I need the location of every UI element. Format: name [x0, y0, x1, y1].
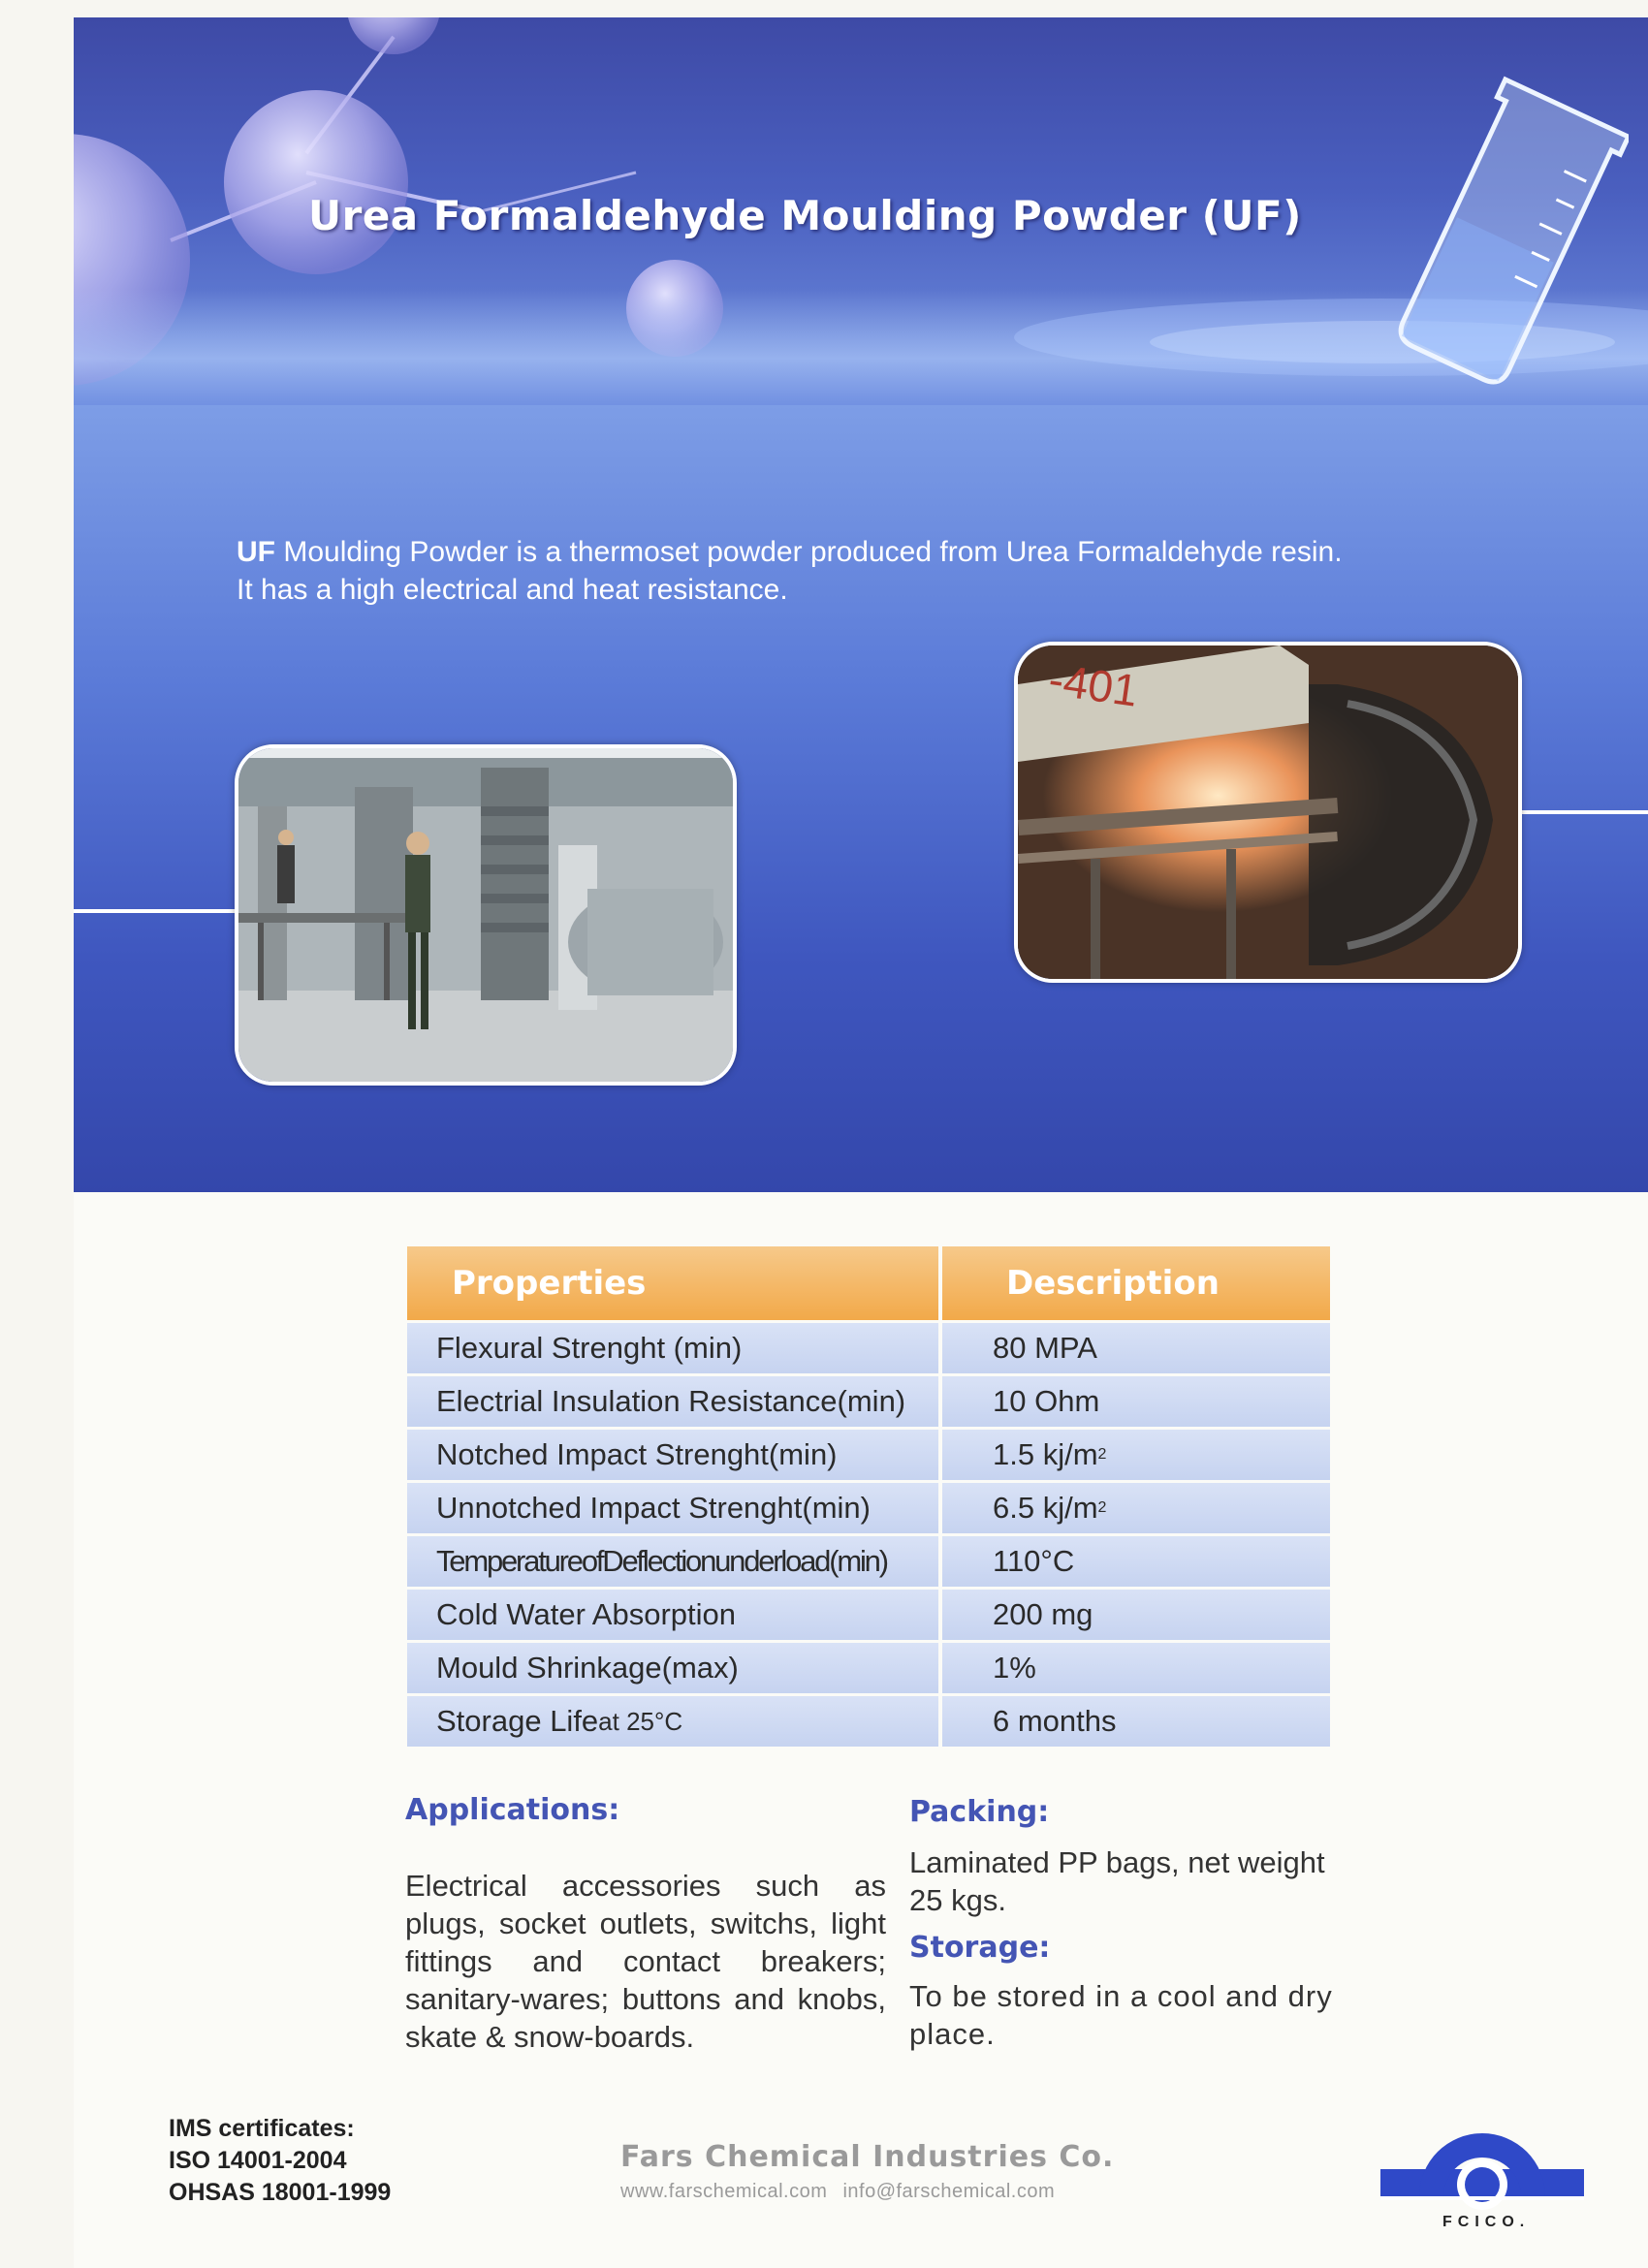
- unit-superscript: 2: [1097, 1446, 1107, 1463]
- fcico-logo-icon: [1380, 2119, 1584, 2225]
- email-link[interactable]: info@farschemical.com: [842, 2181, 1056, 2202]
- description-cell: 10 Ohm: [942, 1376, 1330, 1427]
- table-row: [407, 1590, 1330, 1640]
- company-name: Fars Chemical Industries Co.: [620, 2140, 1115, 2174]
- ims-iso: ISO 14001-2004: [169, 2147, 347, 2174]
- furnace-label: -401: [1045, 653, 1142, 716]
- table-row: [407, 1376, 1330, 1427]
- table-row: [407, 1430, 1330, 1480]
- property-cell: Electrial Insulation Resistance(min): [407, 1376, 938, 1427]
- page-title: Urea Formaldehyde Moulding Powder (UF): [308, 192, 1302, 239]
- applications-heading: Applications:: [405, 1793, 620, 1827]
- furnace-photo: [1014, 642, 1522, 983]
- header-banner: [74, 17, 1648, 405]
- applications-text: Electrical accessories such as plugs, socket outlets, switchs, light fittings and contact breakers; sanitary-wares; buttons and knobs, skate & snow-boards.: [405, 1869, 886, 2054]
- table-row: [407, 1323, 1330, 1373]
- intro-line2: It has a high electrical and heat resistance.: [237, 574, 788, 606]
- property-cell: Mould Shrinkage(max): [407, 1643, 938, 1693]
- header-properties: Properties: [407, 1246, 938, 1320]
- contact-line: [620, 2181, 1055, 2203]
- description-cell: 200 mg: [942, 1590, 1330, 1640]
- table-row: [407, 1536, 1330, 1587]
- table-header: [407, 1246, 1330, 1320]
- properties-table: [407, 1246, 1330, 1747]
- property-cell: Unnotched Impact Strenght(min): [407, 1483, 938, 1533]
- unit-superscript: 2: [1097, 1499, 1107, 1516]
- beaker-icon: [1386, 76, 1629, 395]
- description-cell: [942, 1483, 1330, 1533]
- packing-text: Laminated PP bags, net weight 25 kgs.: [909, 1845, 1325, 1917]
- ims-ohsas: OHSAS 18001-1999: [169, 2179, 392, 2206]
- intro-line1: Moulding Powder is a thermoset powder produced from Urea Formaldehyde resin.: [275, 536, 1343, 568]
- description-value: 1.5 kj/m: [993, 1437, 1098, 1471]
- property-cell: Flexural Strenght (min): [407, 1323, 938, 1373]
- intro-lead: UF: [237, 536, 275, 568]
- table-row: [407, 1483, 1330, 1533]
- property-cell: Cold Water Absorption: [407, 1590, 938, 1640]
- storage-text: To be stored in a cool and dry place.: [909, 1979, 1333, 2051]
- factory-photo: [235, 744, 737, 1086]
- property-cell: [407, 1696, 938, 1747]
- table-row: [407, 1643, 1330, 1693]
- description-cell: 80 MPA: [942, 1323, 1330, 1373]
- divider-left: [74, 909, 238, 913]
- divider-right: [1512, 810, 1648, 814]
- intro-text: [237, 533, 1574, 609]
- packing-heading: Packing:: [909, 1795, 1050, 1829]
- ims-certificates: [169, 2113, 391, 2209]
- description-value: 6.5 kj/m: [993, 1491, 1098, 1525]
- description-cell: 1%: [942, 1643, 1330, 1693]
- header-description: Description: [942, 1246, 1330, 1320]
- website-link[interactable]: www.farschemical.com: [620, 2181, 828, 2202]
- property-cell: Notched Impact Strenght(min): [407, 1430, 938, 1480]
- table-row: [407, 1696, 1330, 1747]
- description-cell: 6 months: [942, 1696, 1330, 1747]
- description-cell: [942, 1430, 1330, 1480]
- property-value: Storage Life: [436, 1704, 599, 1738]
- property-suffix: at 25°C: [598, 1706, 683, 1736]
- description-cell: 110°C: [942, 1536, 1330, 1587]
- storage-heading: Storage:: [909, 1931, 1051, 1965]
- ims-title: IMS certificates:: [169, 2115, 355, 2142]
- property-cell: TemperatureofDeflectionunderload(min): [407, 1536, 938, 1587]
- logo-text: FCICO.: [1442, 2214, 1531, 2230]
